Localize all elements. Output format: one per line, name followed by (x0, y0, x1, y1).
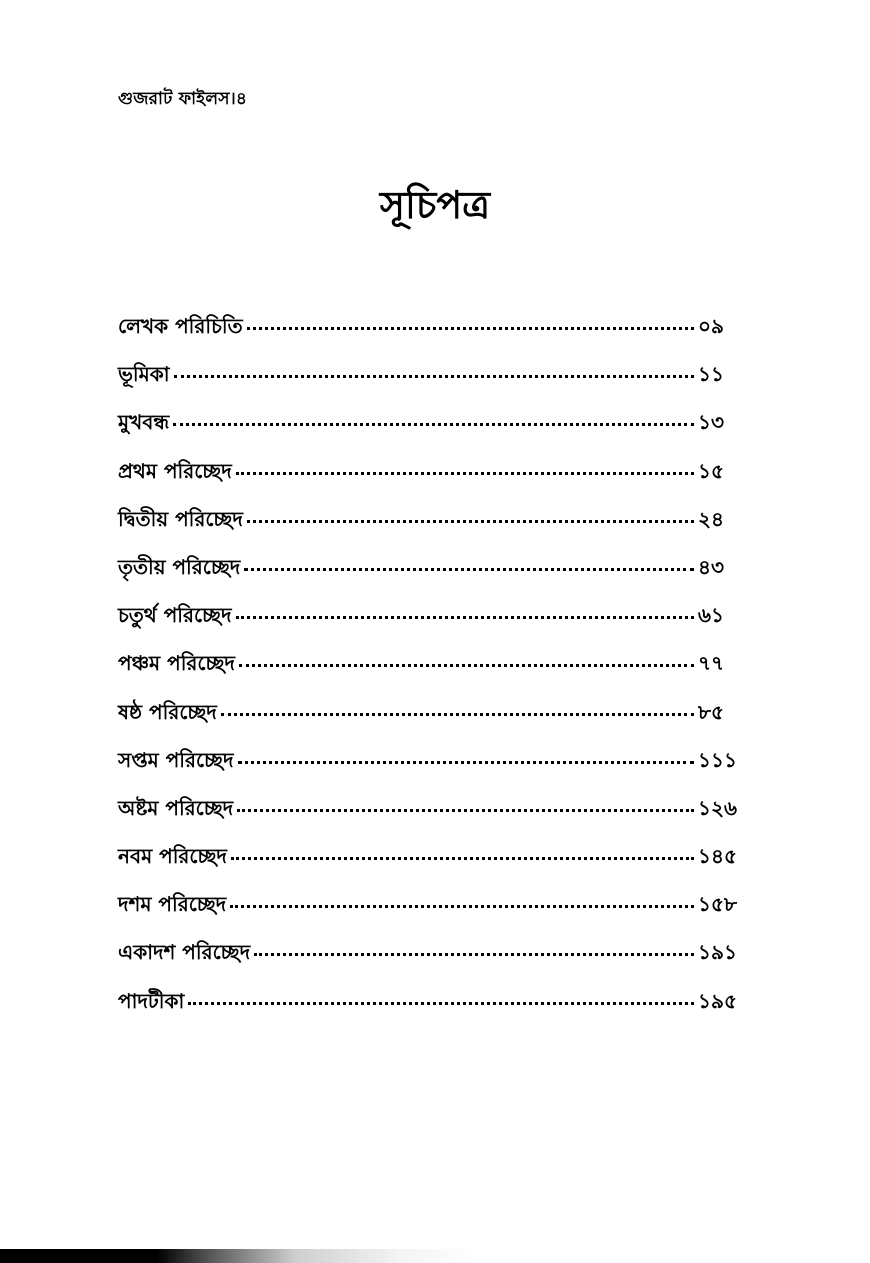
toc-entry[interactable] (118, 505, 750, 553)
toc-entry-page: ১৪৫ (698, 844, 737, 869)
running-header: গুজরাট ফাইলস।৪ (118, 89, 248, 109)
dot-leader (231, 857, 694, 860)
toc-entry-page: ৮৫ (698, 699, 724, 724)
dot-leader (244, 568, 694, 571)
dot-leader (236, 616, 695, 619)
toc-entry-label: নবম পরিচ্ছেদ (118, 844, 227, 869)
toc-entry-label: লেখক পরিচিতি (118, 314, 243, 338)
dot-leader (188, 1002, 694, 1005)
toc-entry[interactable] (118, 649, 750, 697)
toc-entry[interactable] (118, 360, 750, 408)
toc-entry[interactable] (118, 553, 750, 601)
toc-entry[interactable] (118, 312, 750, 360)
toc-entry-label: চতুর্থ পরিচ্ছেদ (118, 603, 232, 628)
toc-entry-label: ভূমিকা (118, 362, 170, 387)
dot-leader (237, 809, 694, 812)
table-of-contents (118, 312, 750, 1035)
toc-entry-page: ০৯ (698, 314, 724, 338)
toc-entry[interactable] (118, 698, 750, 746)
toc-entry-label: তৃতীয় পরিচ্ছেদ (118, 554, 241, 579)
dot-leader (239, 664, 694, 667)
toc-entry-label: অষ্টম পরিচ্ছেদ (118, 795, 234, 820)
toc-entry-label: পাদটীকা (118, 988, 185, 1013)
toc-entry[interactable] (118, 842, 750, 890)
toc-entry-page: ৬১ (698, 603, 724, 628)
toc-entry-page: ১২৬ (698, 795, 737, 820)
dot-leader (247, 327, 694, 330)
toc-entry-label: মুখবন্ধ (118, 410, 170, 435)
toc-entry-label: ষষ্ঠ পরিচ্ছেদ (118, 699, 217, 724)
toc-entry-label: পঞ্চম পরিচ্ছেদ (118, 651, 235, 676)
dot-leader (254, 953, 694, 956)
toc-entry[interactable] (118, 890, 750, 938)
toc-entry[interactable] (118, 408, 750, 456)
toc-entry-page: ৭৭ (698, 651, 725, 676)
toc-entry[interactable] (118, 987, 750, 1035)
toc-entry[interactable] (118, 457, 750, 505)
toc-entry-page: ১৫৮ (698, 892, 737, 917)
toc-entry-page: ২৪ (698, 506, 724, 531)
toc-entry-page: ১৯৫ (698, 988, 737, 1013)
toc-entry-page: ১১ (698, 362, 724, 387)
dot-leader (238, 761, 695, 764)
toc-entry[interactable] (118, 746, 750, 794)
dot-leader (174, 375, 694, 378)
page-title: সূচিপত্র (379, 183, 491, 227)
toc-entry-page: ১৫ (698, 458, 724, 483)
page-edge-gradient (0, 1249, 870, 1263)
dot-leader (247, 520, 694, 523)
toc-entry-page: ৪৩ (698, 554, 724, 579)
toc-entry-label: দ্বিতীয় পরিচ্ছেদ (118, 506, 243, 531)
toc-entry-page: ১৯১ (698, 940, 737, 965)
dot-leader (230, 905, 694, 908)
toc-entry-label: সপ্তম পরিচ্ছেদ (118, 747, 234, 772)
toc-entry-label: একাদশ পরিচ্ছেদ (118, 940, 251, 965)
dot-leader (173, 423, 694, 426)
toc-entry-label: দশম পরিচ্ছেদ (118, 892, 227, 917)
toc-entry-page: ১১১ (698, 747, 737, 772)
toc-entry-label: প্রথম পরিচ্ছেদ (118, 458, 232, 483)
toc-entry[interactable] (118, 938, 750, 986)
dot-leader (221, 713, 694, 716)
toc-entry[interactable] (118, 601, 750, 649)
dot-leader (236, 472, 694, 475)
toc-entry-page: ১৩ (698, 410, 724, 435)
toc-entry[interactable] (118, 794, 750, 842)
